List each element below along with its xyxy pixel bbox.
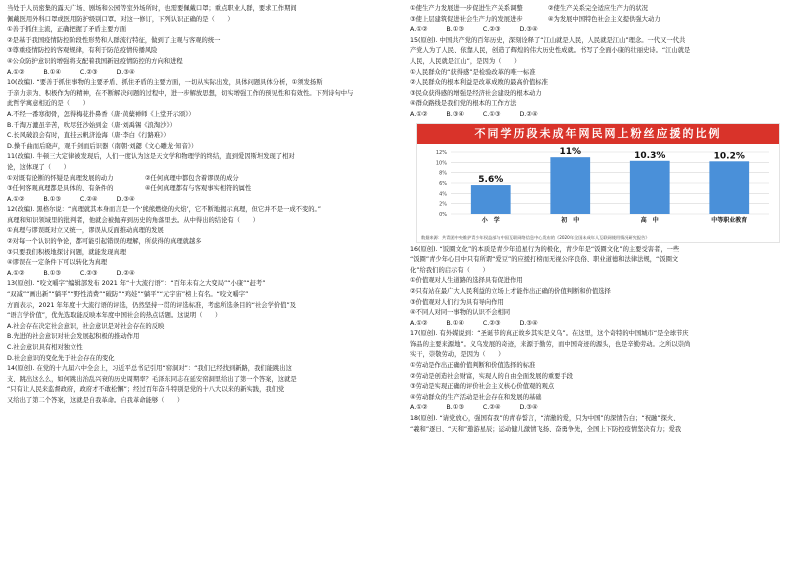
category-label: 小 学 [481, 216, 500, 224]
left-line: B.千淘万漉虽辛苦，吹尽狂沙始到金（唐·刘禹锡《浪淘沙》） [7, 121, 176, 129]
bar [709, 161, 749, 214]
left-line: ③尊重疫情防控的客观规律，有利于防范疫情传播风险 [7, 47, 158, 55]
left-line: A.社会存在决定社会意识，社会意识是对社会存在的反映 [7, 322, 165, 330]
right_bottom-line: 17(原创). 有外媒说到：“圣诞节的真正故乡其实是义乌”。在这里，这个奇特的中国城市“是全球节庆 [410, 330, 689, 338]
data-label: 11% [559, 146, 582, 157]
right_top-line: ③民众获得感的增强是经济社会建设的根本动力 [410, 89, 542, 97]
left-line: 10(改编). “要善于抓住事物的主要矛盾、抓住矛盾的主要方面，一切从实际出发，具体问题具体分析，①须发扬斯 [7, 79, 323, 87]
left-line: “只有让人民来监督政府，政府才不敢松懈”；经过百年奋斗特别是党的十八大以来的新实践，我们党 [7, 386, 285, 394]
right-column [410, 4, 790, 435]
right_top-line: ③使上层建筑促进社会生产力的发展进步 ④为发展中国特色社会主义提供强大动力 [410, 15, 661, 23]
left-line: ③只要我们积极地探讨问题，就能发现真理 [7, 248, 126, 256]
left-line: C.社会意识具有相对独立性 [7, 344, 83, 351]
right_bottom-line: ②只有站在最广大人民利益的立场上才能作出正确的价值判断和价值选择 [410, 287, 611, 295]
left-line: 又给出了第二个答案，这就是自我革命。自我革命能够（ ） [7, 396, 184, 404]
left-line: ③任何客观真理都是具体的、有条件的 ④任何真理都有与客观事实相符的属性 [7, 185, 252, 193]
right_top-line: ④群众路线是我们党的根本的工作方法 [410, 100, 517, 108]
left-column [7, 4, 389, 407]
left-line: 12(改编). 黑格尔说：“真理就其本身而言是一个‘熊熊燃烧的火焰’，它不断地揭示真理，但它并不是一成不变的。” [7, 206, 321, 214]
right_bottom-line: 化”给我们的启示有（ ） [410, 266, 489, 274]
right_top-line: ①人民群众的“获得感”是检验改革的唯一标准 [410, 68, 536, 76]
data-label: 5.6% [478, 174, 504, 185]
category-label: 高 中 [640, 216, 659, 224]
right_bottom-line: 饰品的主要来源地”。义乌发展的奇迹，来源于勤劳，而中国奇迹的源头，也是辛勤劳动。之所以崇尚 [410, 340, 691, 348]
right_bottom-line: ③价值观对人们行为具有导向作用 [410, 298, 504, 306]
right_bottom-line: 18(原创). “请党放心，强国有我”的青春誓言，“清澈的爱，只为中国”的深情告白；“祝融”探火、 [410, 415, 680, 423]
left-line: 支、跳出这么么，如何跳出治乱兴衰的历史周期率？毛泽东同志在延安窑洞里给出了第一个答案，这就是 [7, 375, 297, 383]
right_bottom-line: A.①② B.①③ C.②④ D.③④ [410, 404, 538, 412]
data-label: 10.2% [713, 150, 745, 161]
y-tick-label: 0% [439, 211, 447, 218]
left-line: 论，这体现了（ ） [7, 163, 70, 171]
right_top-line: 15(原创). 中国共产党的百年历史，深刻诠释了“江山就是人民，人民就是江山”理念。一代又一代共 [410, 36, 686, 44]
right_bottom-line: ③劳动是实现正确的评价社会主义核心价值观的观点 [410, 383, 555, 391]
left-line: ④谬误在一定条件下可以转化为真理 [7, 259, 108, 267]
left-line: D.操千曲而后晓声，观千剑而后识器（南朝·刘勰《文心雕龙·知音》） [7, 142, 198, 150]
right_bottom-line: ④劳动群众的生产活动是社会存在和发展的基础 [410, 393, 542, 401]
left-line: 当处于人员密集的露天广场、剧场和公园等室外场所时，也需要佩戴口罩；重点职业人群，要求工作期间 [7, 5, 297, 12]
left-line: ④公众防护意识的增强将支配着我国新冠疫情防控的方向和进程 [7, 57, 183, 65]
right_bottom-line: 实干，崇敬劳动，是因为（ ） [410, 351, 505, 359]
right_bottom-line: A.①② B.①④ C.②③ D.③④ [410, 319, 538, 327]
y-tick-label: 6% [439, 180, 447, 187]
right_top-line: A.①② B.③④ C.①③ D.②④ [410, 110, 538, 118]
right_bottom-line: ④不同人对同一事物的认识不会相同 [410, 309, 511, 317]
left-line: 13(原创). “咬文嚼字”编辑部发布 2021 年“十大流行语”：“百年未有之大变局”“小康”“赶考” [7, 280, 266, 288]
right_bottom-line: ①劳动是作出正确价值判断和价值选择的标准 [410, 362, 536, 370]
y-tick-label: 2% [439, 201, 447, 208]
category-label: 初 中 [561, 216, 580, 224]
right-bottom-text [410, 245, 790, 436]
y-tick-label: 8% [439, 170, 447, 177]
right_top-line: ①使生产力发展进一步促进生产关系调整 ②使生产关系完全适应生产力的状况 [410, 5, 648, 12]
y-tick-label: 10% [435, 159, 447, 166]
left-line: B.先进的社会意识对社会发展起积极的推动作用 [7, 333, 140, 341]
right_top-line: A.①② B.①③ C.②③ D.③④ [410, 26, 538, 34]
left-line: 真理和知识领域里的批判者，他就会被抛弃到历史的角落里去。从中得出的结论有（ ） [7, 216, 259, 224]
right_top-line: 人民，人民就是江山”，是因为（ ） [410, 57, 521, 65]
chart-title: 不同学历段未成年网民网上粉丝应援的比例 [417, 124, 779, 144]
left-line: A.不经一番寒彻骨，怎得梅花扑鼻香（唐·黄蘖禅师《上堂开示颂》） [7, 110, 195, 118]
right_bottom-line: 16(原创). “饭圈文化”的本质是青少年追星行为的极化，青少年是“饭圈文化”的主要受害者，一些 [410, 245, 680, 253]
left-line: 11(改编). 牛顿三大定律被发现后，人们一度认为这是天文学和物理学的终结，直到爱因斯坦发现了相对 [7, 153, 295, 161]
right_top-line: 产党人为了人民、依靠人民，创造了辉煌的伟大历史性成就。书写了全面小康的壮丽史诗。“江山就是 [410, 47, 691, 55]
right_bottom-line: “饭圈”青少年心目中只有所谓“爱豆”的应援打榜而无视公序良俗、职业道德和法律法规，“饭圈文 [410, 256, 679, 264]
bar [471, 185, 511, 214]
left-line: A.①② B.①③ C.②③ D.②④ [7, 269, 135, 277]
left-line: ①善于抓住主流，正确把握了矛盾主要方面 [7, 26, 126, 34]
right_bottom-line: “羲和”逐日、“天和”遨游星辰；运动健儿激情飞扬、奋勇争先，全国上下防控疫情坚决有力；爱我 [410, 425, 682, 433]
left-line: A.①② B.①④ C.②③ D.③④ [7, 68, 135, 76]
y-tick-label: 12% [435, 149, 447, 156]
bar [630, 160, 670, 213]
left-line: “双减”“画出新”“躺平”“野性消费”“破防”“鸡娃”“躺平”“元宇宙”榜上有名。“咬文嚼字” [7, 291, 249, 299]
bar [550, 157, 590, 214]
right_top-line: ②人民群众的根本利益是改革成败的最高价值标准 [410, 79, 548, 87]
chart-plot [417, 144, 779, 230]
left-line: C.长风破浪会有时，直挂云帆济沧海（唐·李白《行路难》） [7, 132, 170, 140]
data-label: 10.3% [634, 150, 666, 161]
left-line: ①对既有论断的怀疑是真理发展的动力 ②任何真理中都包含着谬误的成分 [7, 174, 239, 182]
right_bottom-line: ①价值观对人生道路的选择具有促进作用 [410, 277, 523, 285]
left-line: D.社会意识的变化先于社会存在的变化 [7, 354, 115, 362]
chart-source: 数据来源：共青团中央维护青少年权益部与中国互联网络信息中心发布的《2020年全国未成年人互联网使用情况研究报告》 [421, 234, 650, 240]
right-top-text [410, 4, 790, 121]
right_bottom-line: ②劳动是创造社会财富，实现人的自由全面发展的重要手段 [410, 372, 574, 380]
left-line: ①真理与谬误既对立又统一，谬误从反面推动真理的发展 [7, 227, 164, 235]
left-line: A.①② B.①③ C.②④ D.③④ [7, 195, 135, 203]
left-line: “语言学价值”，优先选取能反映本年度中国社会的热点话题。这说明（ ） [7, 312, 222, 320]
y-tick-label: 4% [439, 190, 447, 197]
bar-chart [416, 123, 780, 243]
left-line: ②是基于我国疫情防控阶段性形势和人群流行特征，做到了主观与客观的统一 [7, 36, 221, 44]
left-line: ②对每一个认识的争论，都可能引起错误的理解，所获得的真理就越多 [7, 238, 202, 246]
left-line: 14(原创). 在党的十九届六中全会上，习近平总书记引用“窑洞对”：“我们已经找到新路，我们能跳出这 [7, 365, 292, 373]
category-label: 中等职业教育 [711, 216, 748, 224]
left-line: 方面表示，2021 年年度十大流行语的评选，仍然坚持一贯的评选标准，考虑所选条目的“社会学价值”及 [7, 301, 297, 309]
left-line: 于亲力亲为、积极作为的精神，在不断解决问题的过程中，进一步解放思想，切实增强工作的预见性和有效性。下列诗句中与 [7, 89, 354, 97]
left-line: 此哲学寓意相近的是（ ） [7, 100, 89, 108]
left-line: 佩戴医用外科口罩或医用防护级别口罩。对这一修订，下列认识正确的是（ ） [7, 15, 234, 23]
